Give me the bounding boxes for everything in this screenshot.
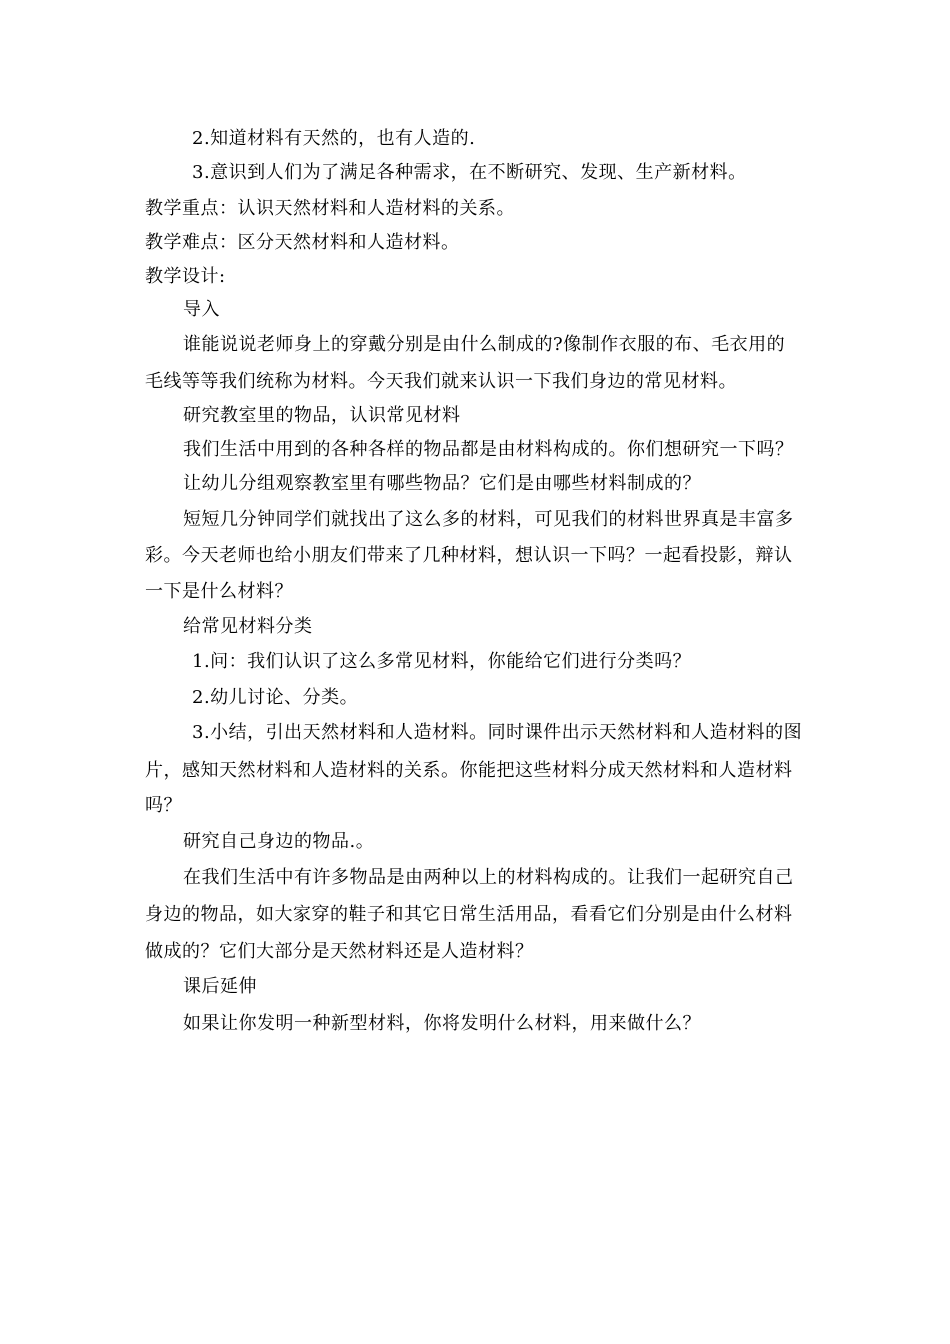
teaching-design-heading: 教学设计: [145,266,226,287]
paragraph-line: 身边的物品，如大家穿的鞋子和其它日常生活用品，看看它们分别是由什么材料 [145,904,793,925]
section-heading-classify: 给常见材料分类 [183,616,313,637]
list-item: 3.小结，引出天然材料和人造材料。同时课件出示天然材料和人造材料的图 [192,722,803,743]
paragraph-line: 吗？ [145,795,182,816]
paragraph-line: 毛线等等我们统称为材料。今天我们就来认识一下我们身边的常见材料。 [145,371,737,392]
paragraph-line: 让幼儿分组观察教室里有哪些物品？它们是由哪些材料制成的？ [183,473,701,494]
paragraph-line: 做成的？它们大部分是天然材料还是人造材料？ [145,941,534,962]
objective-3: 3.意识到人们为了满足各种需求，在不断研究、发现、生产新材料。 [192,162,747,183]
paragraph-line: 短短几分钟同学们就找出了这么多的材料，可见我们的材料世界真是丰富多 [183,509,794,530]
section-heading-classroom: 研究教室里的物品，认识常见材料 [183,405,461,426]
section-heading-intro: 导入 [183,299,220,320]
teaching-focus: 教学重点：认识天然材料和人造材料的关系。 [145,198,515,219]
paragraph-line: 一下是什么材料？ [145,581,293,602]
paragraph-line: 彩。今天老师也给小朋友们带来了几种材料，想认识一下吗？一起看投影，辩认 [145,545,793,566]
paragraph-line: 我们生活中用到的各种各样的物品都是由材料构成的。你们想研究一下吗？ [183,439,794,460]
paragraph-line: 在我们生活中有许多物品是由两种以上的材料构成的。让我们一起研究自己 [183,867,794,888]
list-item: 2.幼儿讨论、分类。 [192,687,359,708]
paragraph-line: 片，感知天然材料和人造材料的关系。你能把这些材料分成天然材料和人造材料 [145,760,793,781]
paragraph-line: 谁能说说老师身上的穿戴分别是由什么制成的?像制作衣服的布、毛衣用的 [183,334,786,355]
objective-2: 2.知道材料有天然的，也有人造的. [192,128,476,149]
list-item: 1.问：我们认识了这么多常见材料，你能给它们进行分类吗？ [192,651,692,672]
section-heading-extension: 课后延伸 [183,976,257,997]
paragraph-line: 如果让你发明一种新型材料，你将发明什么材料，用来做什么？ [183,1013,701,1034]
section-heading-surroundings: 研究自己身边的物品.。 [183,831,375,852]
teaching-difficulty: 教学难点：区分天然材料和人造材料。 [145,232,460,253]
